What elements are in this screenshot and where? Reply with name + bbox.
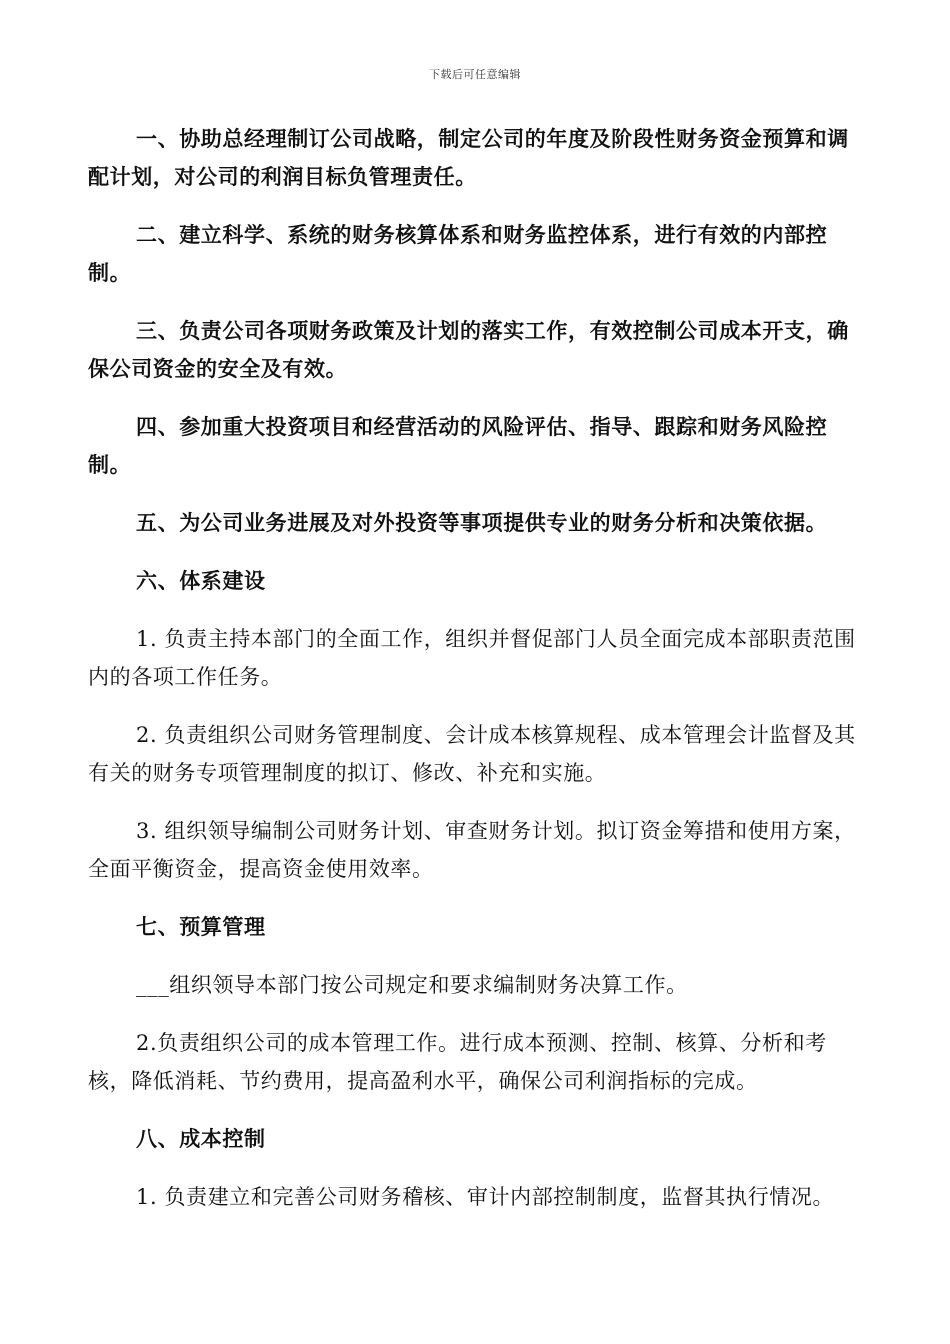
heading-system-construction: 六、体系建设 (136, 569, 266, 593)
paragraph-section-4: 四、参加重大投资项目和经营活动的风险评估、指导、跟踪和财务风险控制。 (88, 415, 828, 477)
paragraph-section-5: 五、为公司业务进展及对外投资等事项提供专业的财务分析和决策依据。 (136, 511, 828, 535)
paragraph-section-2: 二、建立科学、系统的财务核算体系和财务监控体系，进行有效的内部控制。 (88, 223, 828, 285)
paragraph-item: 1. 负责建立和完善公司财务稽核、审计内部控制制度，监督其执行情况。 (136, 1185, 835, 1209)
document-body (88, 120, 864, 1236)
paragraph-item: 3. 组织领导编制公司财务计划、审查财务计划。拟订资金筹措和使用方案，全面平衡资金，提高资金使用效率。 (88, 819, 856, 881)
paragraph-item: ___组织领导本部门按公司规定和要求编制财务决算工作。 (136, 973, 688, 997)
paragraph-item: 2.负责组织公司的成本管理工作。进行成本预测、控制、核算、分析和考核，降低消耗、节约费用，提高盈利水平，确保公司利润指标的完成。 (88, 1031, 827, 1093)
heading-cost-control: 八、成本控制 (136, 1127, 266, 1151)
paragraph-item: 1. 负责主持本部门的全面工作，组织并督促部门人员全面完成本部职责范围内的各项工作任务。 (88, 627, 856, 689)
paragraph-section-3: 三、负责公司各项财务政策及计划的落实工作，有效控制公司成本开支，确保公司资金的安全及有效。 (88, 319, 849, 381)
heading-budget-management: 七、预算管理 (136, 915, 266, 939)
paragraph-item: 2. 负责组织公司财务管理制度、会计成本核算规程、成本管理会计监督及其有关的财务专项管理制度的拟订、修改、补充和实施。 (88, 723, 856, 785)
paragraph-section-1: 一、协助总经理制订公司战略，制定公司的年度及阶段性财务资金预算和调配计划，对公司的利润目标负管理责任。 (88, 127, 849, 189)
page-header-note: 下载后可任意编辑 (429, 68, 521, 81)
